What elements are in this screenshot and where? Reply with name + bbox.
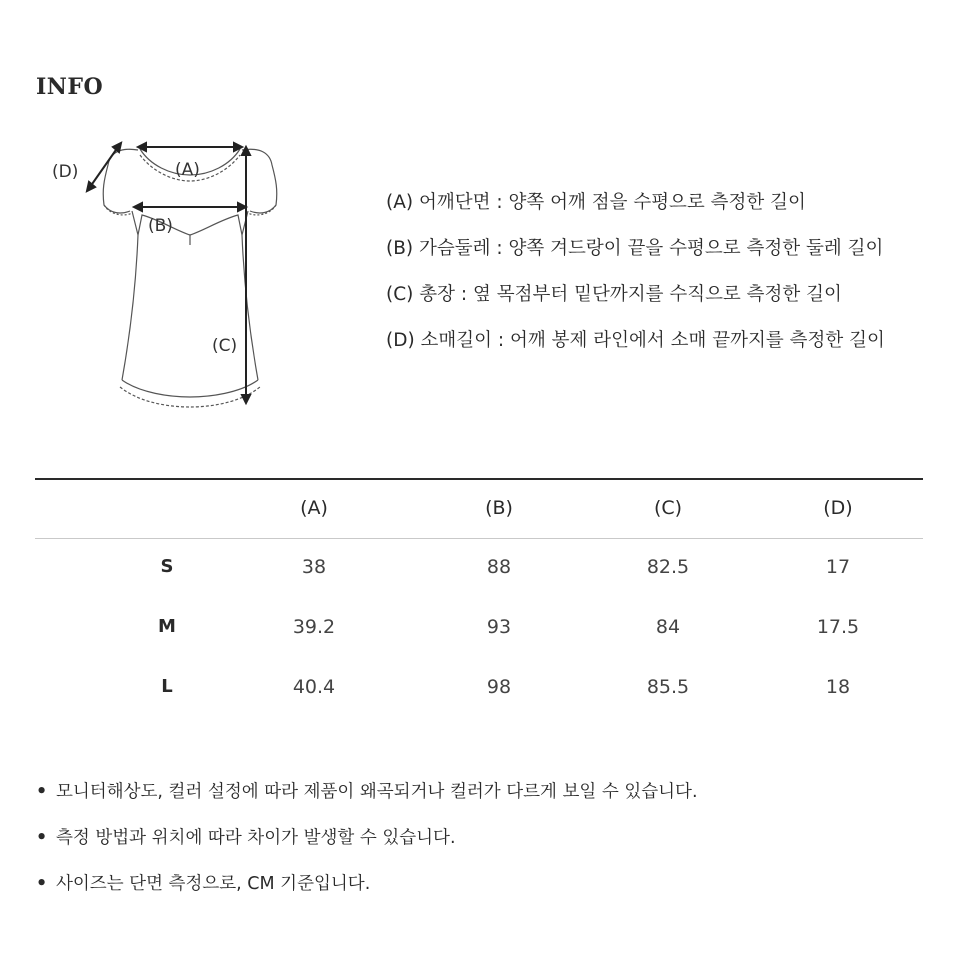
bullet: • <box>36 874 48 894</box>
value-d: 17.5 <box>816 616 860 638</box>
table-top-border <box>35 478 923 480</box>
value-b: 93 <box>486 616 512 638</box>
header-d: (D) <box>823 497 853 519</box>
diagram-label-c: (C) <box>212 336 238 356</box>
value-c: 84 <box>655 616 681 638</box>
definition-b: (B) 가슴둘레 : 양쪽 겨드랑이 끝을 수평으로 측정한 둘레 길이 <box>386 238 884 259</box>
value-a: 39.2 <box>292 616 336 638</box>
note-text: 측정 방법과 위치에 따라 차이가 발생할 수 있습니다. <box>56 828 456 848</box>
table-header-divider <box>35 538 923 539</box>
header-a: (A) <box>300 497 328 519</box>
diagram-label-d: (D) <box>52 162 79 182</box>
diagram-label-a: (A) <box>175 160 200 180</box>
definition-c: (C) 총장 : 옆 목점부터 밑단까지를 수직으로 측정한 길이 <box>386 284 842 305</box>
value-d: 18 <box>825 676 851 698</box>
measurement-definitions <box>386 188 885 372</box>
header-c: (C) <box>653 497 683 519</box>
note-item <box>36 824 698 870</box>
info-title: INFO <box>36 74 104 100</box>
notes-list <box>36 778 698 916</box>
value-c: 85.5 <box>646 676 690 698</box>
note-text: 모니터해상도, 컬러 설정에 따라 제품이 왜곡되거나 컬러가 다르게 보일 수 있습니다. <box>56 782 698 802</box>
bullet: • <box>36 782 48 802</box>
value-a: 40.4 <box>292 676 336 698</box>
header-b: (B) <box>485 497 513 519</box>
dress-measurement-diagram <box>40 135 280 420</box>
diagram-label-b: (B) <box>148 216 173 236</box>
size-label: L <box>161 676 173 697</box>
note-text: 사이즈는 단면 측정으로, CM 기준입니다. <box>56 874 371 894</box>
note-item <box>36 778 698 824</box>
value-d: 17 <box>825 556 851 578</box>
value-a: 38 <box>301 556 327 578</box>
definition-d: (D) 소매길이 : 어깨 봉제 라인에서 소매 끝까지를 측정한 길이 <box>386 330 885 351</box>
size-label: S <box>160 556 174 577</box>
value-b: 98 <box>486 676 512 698</box>
definition-a: (A) 어깨단면 : 양쪽 어깨 점을 수평으로 측정한 길이 <box>386 192 806 213</box>
size-label: M <box>158 616 176 637</box>
value-b: 88 <box>486 556 512 578</box>
note-item <box>36 870 698 916</box>
value-c: 82.5 <box>646 556 690 578</box>
bullet: • <box>36 828 48 848</box>
